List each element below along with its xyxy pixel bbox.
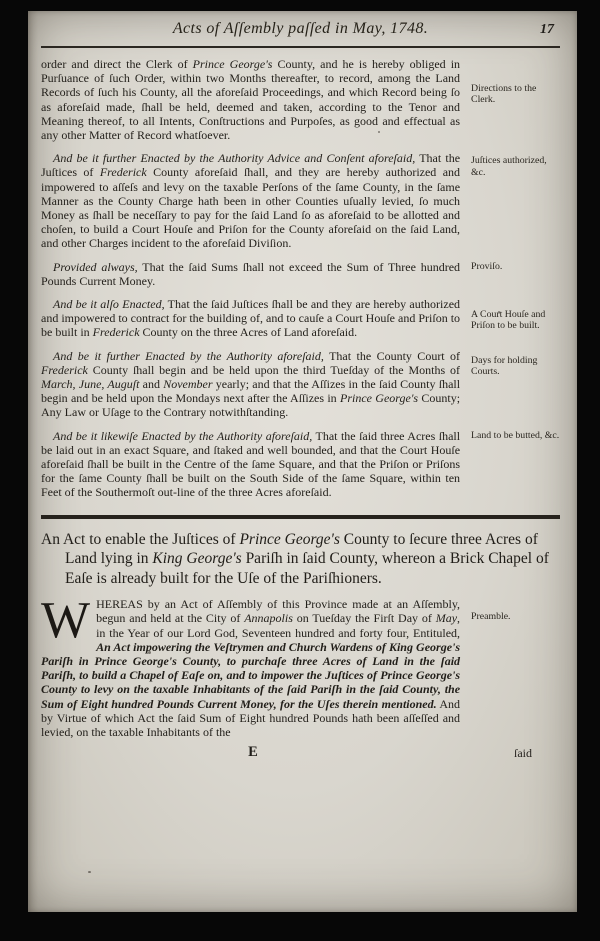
running-header (41, 20, 560, 42)
text-segment: November (163, 377, 213, 392)
text-segment: And be it further Enacted by the Authority aforeſaid, (53, 348, 324, 363)
margin-note: Preamble. (471, 611, 511, 623)
text-segment: Prince George's (339, 391, 419, 406)
paragraph-row (41, 260, 560, 288)
text-segment: And be it further Enacted by the Authority Advice and Conſent aforeſaid, (53, 151, 416, 166)
text-segment: Frederick (92, 325, 140, 340)
text-segment: County ſhall begin and be held upon the third Tueſday of the Months of (87, 362, 461, 377)
text-segment: King George's (152, 550, 242, 568)
text-segment: Prince George's (239, 530, 340, 548)
header-rule (41, 46, 560, 48)
document-page (28, 11, 577, 912)
text-segment: , in the Year of our Lord God, Seventeen hundred and forty four, Entituled, (96, 611, 461, 640)
text-segment: Provided always, (53, 259, 138, 274)
margin-note: A Court Houſe and Priſon to be built. (471, 309, 546, 332)
text-segment: And be it likewiſe Enacted by the Authority aforeſaid, (53, 428, 313, 443)
text-segment: March, June, Auguſt (41, 377, 140, 392)
text-segment: yearly; and that the Aſſizes in the ſaid County ſhall begin and be held upon the Mondays next after the Aſſizes in (41, 377, 461, 406)
text-segment: order and direct the Clerk of (41, 57, 193, 71)
text-segment: County, and he is hereby obliged in Purſuance of ſuch Order, within two Months thereafter, to record, among the Land Records of ſuch his County, all the aforeſaid Proceedings, and which Record being ſo as aforeſaid made, ſhall be held, deemed and taken, according to the Tenor and Meaning thereof, to all Intents, Conſtructions and Purpoſes, as good and effectual as any other Matter of Record whatſoever. (41, 57, 461, 143)
text-segment: and (139, 377, 164, 392)
text-segment: That the ſaid Juſtices ſhall be and they are hereby authorized and impowered to contract for the building of, and to cauſe a Court Houſe and Priſon to be built in (41, 297, 461, 340)
paragraph-row (41, 297, 560, 340)
page-footer (41, 744, 560, 766)
paragraph-row (41, 57, 560, 142)
text-segment: on Tueſday the Firſt Day of (292, 611, 436, 626)
preamble-paragraph (41, 592, 461, 740)
text-segment: Pariſh in ſaid County, whereon a Brick Chapel of Eaſe is already built for the Uſe of the Pariſhioners. (65, 550, 549, 587)
paragraph-row (41, 349, 560, 420)
page-body (28, 11, 577, 912)
text-segment: Frederick (41, 362, 88, 377)
margin-note: Juſtices authorized, &c. (471, 155, 547, 178)
act-paragraph (41, 260, 460, 288)
margin-note: Land to be butted, &c. (471, 429, 560, 441)
text-segment: And be it alſo Enacted, (53, 297, 165, 312)
signature-mark: E (248, 744, 258, 761)
text-segment: Frederick (99, 165, 147, 180)
act-paragraph (41, 297, 460, 340)
catchword: ſaid (514, 746, 532, 761)
act-divider-rule (41, 515, 560, 519)
preamble-text (41, 592, 461, 740)
text-segment: County; Any Law or Uſage to the Contrary notwithſtanding. (41, 391, 461, 420)
text-segment: HEREAS by an Act of Aſſembly of this Province made at an Aſſembly, begun and held at the City of (96, 597, 461, 626)
page-title: Acts of Aſſembly paſſed in May, 1748. (172, 20, 429, 37)
text-segment: That the ſaid Sums ſhall not exceed the Sum of Three hundred Pounds Current Money. (41, 259, 461, 288)
act-paragraph (41, 57, 460, 142)
paragraph-row (41, 429, 560, 500)
text-segment: County to ſecure three Acres of Land lying in (65, 530, 538, 568)
text-segment: An Act to enable the Juſtices of (41, 530, 240, 548)
text-segment: County aforeſaid ſhall, and they are hereby authorized and impowered to aſſeſs and levy on the taxable Perſons of the ſame County, in the ſame Manner as the County Charge hath been in other Counties uſually levied, ſo much Money as ſhall be neceſſary to pay for the ſaid Land ſo as aforeſaid to be allotted and choſen, to build a Court Houſe and Priſon for the County aforeſaid on the ſaid Land, and other Charges incident to the aforeſaid Diviſion. (41, 165, 461, 251)
drop-cap: W (41, 592, 91, 650)
margin-note: Directions to the Clerk. (471, 83, 537, 106)
text-segment: County on the three Acres of Land aforeſaid. (139, 325, 358, 340)
paragraph-row (41, 592, 560, 740)
text-segment: And by Virtue of which Act the ſaid Sum of Eight hundred Pounds hath been aſſeſſed and levied, on the taxable Inhabitants of the (41, 696, 461, 740)
text-segment: Prince George's (192, 57, 273, 71)
text-segment: An Act impowering the Veſtrymen and Church Wardens of King George's Pariſh in Prince George's County, to purchaſe three Acres of Land in the ſaid Pariſh, to build a Chapel of Eaſe on, and to impower the Juſtices of Prince George's County to levy on the taxable Inhabitants of the ſaid Pariſh in the ſaid County, the Sum of Eight hundred Pounds Current Money, for the Uſes therein mentioned. (41, 639, 461, 711)
act-paragraph (41, 151, 460, 250)
act-title (41, 530, 560, 589)
act-paragraph (41, 429, 460, 500)
text-segment: Annapolis (244, 611, 293, 626)
text-segment: May (435, 611, 458, 626)
page-number: 17 (540, 22, 554, 37)
act-paragraph (41, 349, 460, 420)
margin-note: Proviſo. (471, 260, 503, 272)
text-segment: That the Juſtices of (41, 151, 461, 180)
margin-note: Days for holding Courts. (471, 354, 538, 378)
paragraph-row (41, 151, 560, 250)
text-segment: That the County Court of (323, 348, 461, 363)
text-segment: That the ſaid three Acres ſhall be laid out in an exact Square, and ſtaked and well bounded, and that the Court Houſe aforeſaid ſhall be built in the Centre of the ſame Square, and that the Priſon or Priſons for the ſame County ſhall be built on the South Side of the ſame Square, within ten Feet of the Southermoſt out-line of the three Acres aforeſaid. (41, 428, 461, 500)
